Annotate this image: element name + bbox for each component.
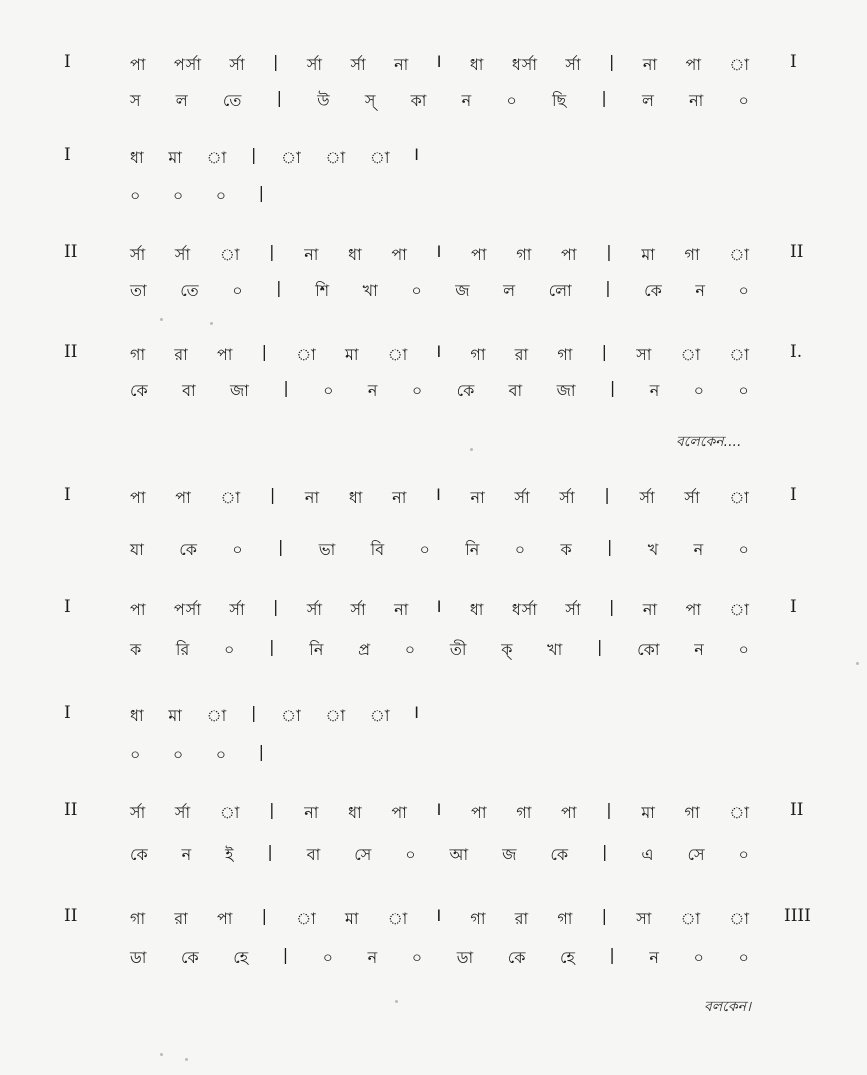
lyric-syllable: না xyxy=(689,91,705,110)
lyric-syllable: | xyxy=(258,742,265,761)
note-symbol: া xyxy=(281,148,302,167)
lyric-syllable: কা xyxy=(410,91,428,110)
note-symbol: া xyxy=(729,600,750,619)
note-symbol: গা xyxy=(684,245,701,264)
notes-line xyxy=(130,485,750,512)
lyric-syllable: তে xyxy=(222,91,243,110)
scan-speck xyxy=(470,448,473,451)
note-symbol: | xyxy=(609,52,616,71)
lyric-syllable: ০ xyxy=(172,186,185,205)
lyric-syllable: ভা xyxy=(318,540,337,559)
note-symbol: | xyxy=(251,145,258,164)
lyric-syllable: ০ xyxy=(172,745,185,764)
note-symbol: া xyxy=(729,345,750,364)
start-barline: I xyxy=(64,597,71,617)
note-symbol: না xyxy=(392,488,408,507)
lyric-syllable: সে xyxy=(354,845,373,864)
scan-speck xyxy=(395,1000,398,1003)
lyric-syllable: ছি xyxy=(551,91,568,110)
lyric-syllable: ডা xyxy=(456,948,475,967)
note-symbol: | xyxy=(601,906,609,925)
start-barline: II xyxy=(64,906,78,926)
lyric-syllable: বি xyxy=(370,540,386,559)
note-symbol: মা xyxy=(641,803,656,822)
note-symbol: া xyxy=(387,345,409,364)
end-barline: I. xyxy=(790,342,803,362)
lyric-syllable: নি xyxy=(309,640,325,659)
note-symbol: মা xyxy=(344,909,360,928)
notes-line xyxy=(130,800,750,827)
note-symbol: া xyxy=(680,345,702,364)
lyric-syllable: তে xyxy=(180,281,200,300)
note-symbol: র্সা xyxy=(565,55,582,74)
note-symbol: ধা xyxy=(348,803,363,822)
notes-line xyxy=(130,145,420,172)
note-symbol: না xyxy=(304,488,321,507)
note-symbol: া xyxy=(219,803,241,822)
lyric-syllable: ০ xyxy=(130,186,142,205)
lyric-syllable: ০ xyxy=(405,845,417,864)
note-symbol: র্সা xyxy=(684,488,701,507)
lyrics-line xyxy=(130,537,750,564)
note-symbol: না xyxy=(304,245,320,264)
lyric-syllable: ০ xyxy=(738,640,750,659)
start-barline: II xyxy=(64,342,78,362)
lyric-syllable: ০ xyxy=(322,948,335,967)
lyric-syllable: ন xyxy=(367,948,379,967)
lyric-syllable: ০ xyxy=(404,640,417,659)
lyric-syllable: যা xyxy=(130,540,145,559)
end-barline: I xyxy=(790,52,797,72)
note-symbol: সা xyxy=(636,345,653,364)
lyric-syllable: ন xyxy=(694,640,705,659)
lyric-syllable: হে xyxy=(559,948,576,967)
note-symbol: া xyxy=(206,148,228,167)
note-symbol: পা xyxy=(175,488,192,507)
lyric-syllable: ল xyxy=(642,91,655,110)
note-symbol: ধা xyxy=(348,488,364,507)
lyric-syllable: ক xyxy=(130,640,143,659)
note-symbol: ধা xyxy=(469,55,485,74)
lyric-syllable: ন xyxy=(181,845,193,864)
note-symbol: | xyxy=(261,342,269,361)
lyric-syllable: কে xyxy=(507,948,527,967)
note-symbol: না xyxy=(470,488,486,507)
lyric-syllable: কে xyxy=(179,540,198,559)
lyric-syllable: ০ xyxy=(419,540,431,559)
note-symbol: পা xyxy=(561,803,578,822)
lyric-syllable: ০ xyxy=(130,745,142,764)
lyric-syllable: ন xyxy=(367,381,379,400)
note-symbol: | xyxy=(606,800,613,819)
note-symbol: | xyxy=(269,485,277,504)
note-symbol: ধা xyxy=(469,600,485,619)
note-symbol: র্সা xyxy=(130,803,147,822)
lyric-syllable: ০ xyxy=(738,281,750,300)
lyrics-line xyxy=(130,278,750,305)
note-symbol: | xyxy=(273,52,280,71)
note-symbol: গা xyxy=(470,345,487,364)
note-symbol: মা xyxy=(168,148,183,167)
lyric-syllable: কে xyxy=(130,845,149,864)
note-symbol: া xyxy=(296,909,317,928)
lyric-syllable: তী xyxy=(449,640,468,659)
lyric-syllable: ডা xyxy=(130,948,148,967)
note-symbol: না xyxy=(642,55,659,74)
note-symbol: I xyxy=(436,242,443,261)
scan-speck xyxy=(185,1058,188,1061)
note-symbol: গা xyxy=(470,909,487,928)
note-symbol: া xyxy=(729,245,750,264)
handwritten-note: বলেকেন.... xyxy=(676,434,742,450)
note-symbol: র্সা xyxy=(174,245,192,264)
lyric-syllable: বা xyxy=(182,381,197,400)
note-symbol: মা xyxy=(641,245,656,264)
lyric-syllable: ০ xyxy=(738,91,750,110)
note-symbol: I xyxy=(436,342,443,361)
lyric-syllable: ০ xyxy=(232,281,244,300)
note-symbol: র্সা xyxy=(559,488,576,507)
note-symbol: | xyxy=(269,242,276,261)
lyric-syllable: | xyxy=(276,278,283,297)
lyric-syllable: শি xyxy=(315,281,331,300)
lyric-syllable: বা xyxy=(306,845,322,864)
lyric-syllable: ০ xyxy=(411,281,423,300)
lyric-syllable: স্ xyxy=(364,91,377,110)
lyric-syllable: | xyxy=(609,945,616,964)
note-symbol: া xyxy=(387,909,409,928)
scan-speck xyxy=(160,318,163,321)
note-symbol: I xyxy=(414,703,420,722)
lyrics-line xyxy=(130,637,750,664)
lyric-syllable: | xyxy=(602,842,609,861)
note-symbol: | xyxy=(604,485,611,504)
lyric-syllable: ০ xyxy=(514,540,527,559)
lyric-syllable: ন xyxy=(693,540,705,559)
lyric-syllable: হে xyxy=(233,948,250,967)
note-symbol: পর্সা xyxy=(173,600,202,619)
lyric-syllable: কে xyxy=(180,948,200,967)
note-symbol: র্সা xyxy=(639,488,656,507)
lyric-syllable: রি xyxy=(175,640,191,659)
note-symbol: পা xyxy=(216,345,234,364)
lyric-syllable: এ xyxy=(641,845,655,864)
note-symbol: া xyxy=(680,909,702,928)
lyric-syllable: ন xyxy=(695,281,706,300)
lyric-syllable: কো xyxy=(637,640,661,659)
notes-line xyxy=(130,52,750,79)
note-symbol: া xyxy=(220,488,242,507)
lyric-syllable: ০ xyxy=(215,186,228,205)
end-barline: IIII xyxy=(784,906,811,926)
lyrics-line xyxy=(130,842,750,869)
note-symbol: I xyxy=(436,485,442,504)
lyric-syllable: কে xyxy=(456,381,476,400)
note-symbol: পা xyxy=(130,488,147,507)
lyric-syllable: স xyxy=(130,91,142,110)
lyric-syllable: জা xyxy=(556,381,577,400)
lyric-syllable: ০ xyxy=(411,381,424,400)
lyric-syllable: লো xyxy=(548,281,573,300)
note-symbol: পা xyxy=(685,55,702,74)
note-symbol: া xyxy=(369,706,391,725)
lyric-syllable: ০ xyxy=(693,948,705,967)
note-symbol: গা xyxy=(130,909,147,928)
lyric-syllable: বা xyxy=(508,381,524,400)
note-symbol: রা xyxy=(174,909,189,928)
note-symbol: | xyxy=(601,342,609,361)
note-symbol: া xyxy=(296,345,317,364)
note-symbol: গা xyxy=(516,803,533,822)
lyric-syllable: | xyxy=(597,637,604,656)
note-symbol: ধর্সা xyxy=(511,600,539,619)
note-symbol: া xyxy=(325,148,347,167)
note-symbol: া xyxy=(369,148,391,167)
note-symbol: পর্সা xyxy=(173,55,202,74)
lyric-syllable: তা xyxy=(130,281,148,300)
note-symbol: | xyxy=(261,906,269,925)
lyric-syllable: | xyxy=(606,537,614,556)
note-symbol: না xyxy=(642,600,659,619)
note-symbol: গা xyxy=(130,345,147,364)
note-symbol: | xyxy=(606,242,613,261)
lyric-syllable: জ xyxy=(502,845,518,864)
note-symbol: পা xyxy=(471,803,488,822)
note-symbol: পা xyxy=(130,600,147,619)
note-symbol: া xyxy=(729,488,750,507)
note-symbol: া xyxy=(729,803,750,822)
lyric-syllable: কে xyxy=(130,381,149,400)
lyrics-line xyxy=(130,945,750,972)
lyric-syllable: ন xyxy=(649,381,661,400)
note-symbol: পা xyxy=(391,803,408,822)
note-symbol: পা xyxy=(685,600,702,619)
start-barline: I xyxy=(64,145,71,165)
note-symbol: পা xyxy=(130,55,147,74)
note-symbol: গা xyxy=(557,345,574,364)
note-symbol: র্সা xyxy=(306,55,324,74)
notes-line xyxy=(130,906,750,933)
note-symbol: গা xyxy=(516,245,533,264)
lyric-syllable: ল xyxy=(503,281,517,300)
note-symbol: পা xyxy=(216,909,234,928)
note-symbol: I xyxy=(436,52,443,71)
note-symbol: | xyxy=(269,800,276,819)
note-symbol: রা xyxy=(174,345,189,364)
note-symbol: I xyxy=(436,906,443,925)
notes-line xyxy=(130,703,420,730)
note-symbol: ধর্সা xyxy=(511,55,539,74)
scan-speck xyxy=(160,1053,163,1056)
lyric-syllable: | xyxy=(605,278,612,297)
note-symbol: র্সা xyxy=(350,600,367,619)
lyric-syllable: | xyxy=(601,88,608,107)
start-barline: II xyxy=(64,800,78,820)
lyric-syllable: ০ xyxy=(224,640,236,659)
lyric-syllable: ০ xyxy=(506,91,518,110)
lyric-syllable: ০ xyxy=(738,845,750,864)
lyric-syllable: | xyxy=(258,183,265,202)
lyric-syllable: উ xyxy=(317,91,331,110)
scan-speck xyxy=(856,662,859,665)
note-symbol: া xyxy=(219,245,241,264)
note-symbol: র্সা xyxy=(229,600,246,619)
lyric-syllable: ০ xyxy=(738,381,750,400)
end-barline: I xyxy=(790,597,797,617)
notes-line xyxy=(130,597,750,624)
note-symbol: না xyxy=(394,55,410,74)
note-symbol: সা xyxy=(636,909,653,928)
note-symbol: পা xyxy=(391,245,408,264)
handwritten-note: বলকেন। xyxy=(704,999,752,1015)
start-barline: I xyxy=(64,52,71,72)
note-symbol: র্সা xyxy=(174,803,192,822)
lyrics-line xyxy=(130,183,265,210)
lyric-syllable: জ xyxy=(455,281,471,300)
lyric-syllable: ০ xyxy=(738,948,750,967)
lyric-syllable: জা xyxy=(229,381,250,400)
lyric-syllable: প্র xyxy=(358,640,372,659)
lyric-syllable: | xyxy=(267,842,274,861)
note-symbol: র্সা xyxy=(130,245,147,264)
note-symbol: না xyxy=(394,600,410,619)
lyric-syllable: ন xyxy=(649,948,660,967)
note-symbol: | xyxy=(251,703,258,722)
lyric-syllable: খ xyxy=(647,540,660,559)
note-symbol: র্সা xyxy=(306,600,324,619)
note-symbol: া xyxy=(729,909,750,928)
lyric-syllable: কে xyxy=(644,281,663,300)
note-symbol: রা xyxy=(514,909,530,928)
lyric-syllable: ল xyxy=(175,91,189,110)
lyric-syllable: | xyxy=(277,537,285,556)
lyric-syllable: আ xyxy=(449,845,470,864)
lyric-syllable: কে xyxy=(550,845,570,864)
scan-speck xyxy=(210,322,213,325)
note-symbol: মা xyxy=(344,345,360,364)
lyric-syllable: ক xyxy=(560,540,573,559)
note-symbol: ধা xyxy=(130,148,145,167)
lyric-syllable: ০ xyxy=(693,381,706,400)
note-symbol: রা xyxy=(514,345,530,364)
lyric-syllable: সে xyxy=(687,845,706,864)
lyric-syllable: খা xyxy=(362,281,379,300)
lyric-syllable: ই xyxy=(225,845,235,864)
note-symbol: া xyxy=(729,55,750,74)
note-symbol: I xyxy=(436,597,443,616)
note-symbol: র্সা xyxy=(350,55,367,74)
start-barline: II xyxy=(64,242,78,262)
start-barline: I xyxy=(64,485,71,505)
lyric-syllable: ০ xyxy=(411,948,424,967)
lyric-syllable: | xyxy=(276,88,283,107)
note-symbol: র্সা xyxy=(565,600,582,619)
lyric-syllable: | xyxy=(282,945,290,964)
lyric-syllable: ০ xyxy=(232,540,244,559)
lyric-syllable: ন xyxy=(461,91,473,110)
note-symbol: া xyxy=(281,706,302,725)
lyric-syllable: খা xyxy=(547,640,564,659)
lyrics-line xyxy=(130,378,750,405)
note-symbol: ধা xyxy=(348,245,363,264)
note-symbol: মা xyxy=(168,706,183,725)
note-symbol: | xyxy=(273,597,280,616)
lyrics-line xyxy=(130,742,265,769)
note-symbol: ধা xyxy=(130,706,145,725)
note-symbol: | xyxy=(609,597,616,616)
notes-line xyxy=(130,342,750,369)
note-symbol: া xyxy=(325,706,347,725)
note-symbol: না xyxy=(304,803,320,822)
lyric-syllable: ০ xyxy=(738,540,750,559)
notes-line xyxy=(130,242,750,269)
lyrics-line xyxy=(130,88,750,115)
note-symbol: পা xyxy=(471,245,488,264)
lyric-syllable: ক্ xyxy=(501,640,514,659)
start-barline: I xyxy=(64,703,71,723)
lyric-syllable: ০ xyxy=(215,745,228,764)
note-symbol: র্সা xyxy=(229,55,246,74)
note-symbol: া xyxy=(206,706,228,725)
note-symbol: গা xyxy=(684,803,701,822)
lyric-syllable: | xyxy=(269,637,276,656)
lyric-syllable: | xyxy=(609,378,617,397)
note-symbol: র্সা xyxy=(514,488,531,507)
end-barline: I xyxy=(790,485,797,505)
note-symbol: I xyxy=(414,145,420,164)
end-barline: II xyxy=(790,800,804,820)
end-barline: II xyxy=(790,242,804,262)
lyric-syllable: নি xyxy=(465,540,481,559)
note-symbol: গা xyxy=(557,909,574,928)
lyric-syllable: ০ xyxy=(323,381,335,400)
note-symbol: পা xyxy=(561,245,578,264)
note-symbol: I xyxy=(436,800,443,819)
lyric-syllable: | xyxy=(283,378,290,397)
